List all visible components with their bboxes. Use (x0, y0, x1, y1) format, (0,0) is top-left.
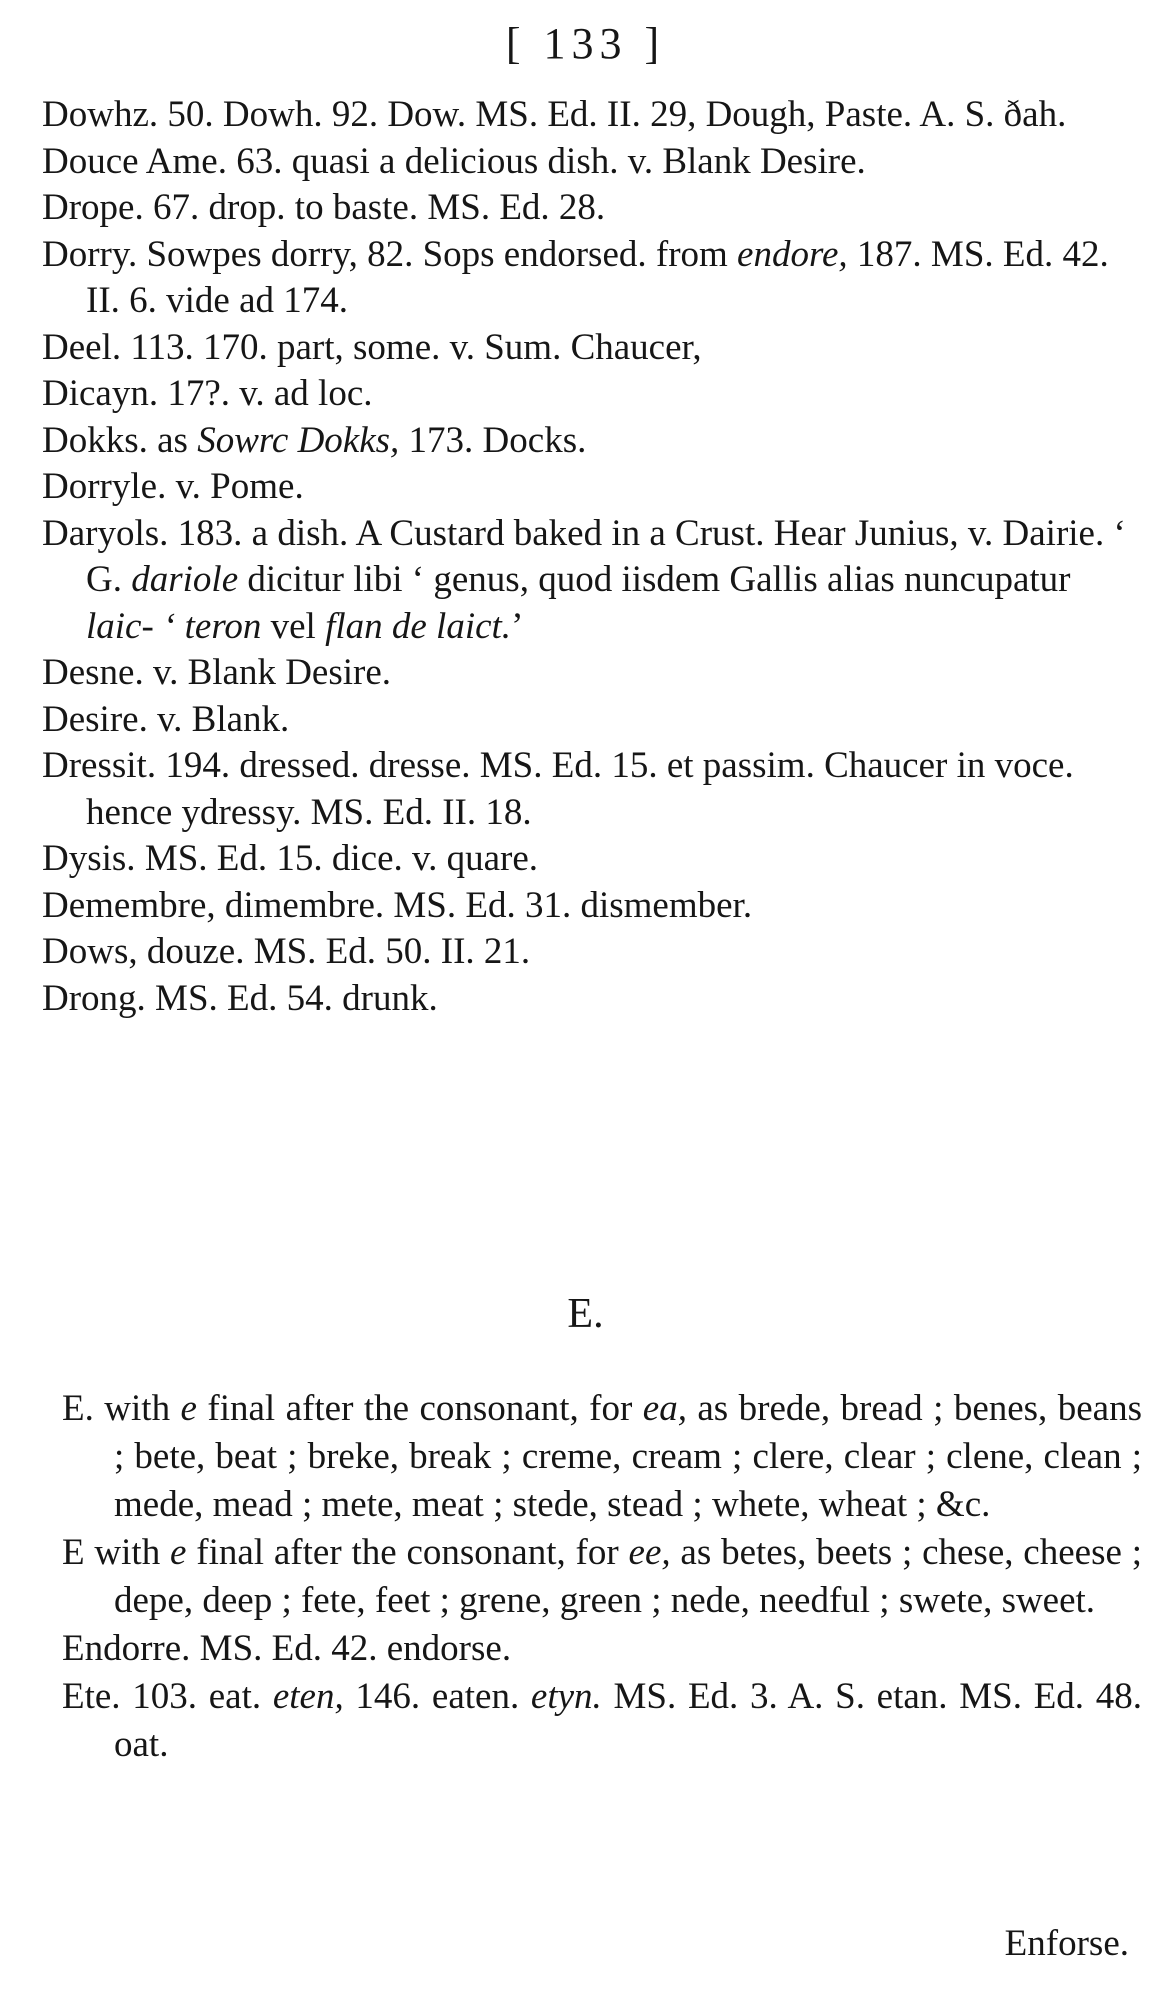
headword: Dicayn. (42, 373, 159, 414)
glossary-entry (42, 976, 1132, 1023)
headword: Dokks. (42, 419, 148, 461)
definition: douze. MS. Ed. 50. II. 21. (146, 931, 531, 972)
definition: final after the consonant, for (196, 1388, 643, 1429)
glossary-entry (62, 1385, 1142, 1529)
definition: as brede, bread ; benes, beans ; bete, beat ; breke, break ; creme, cream ; clere, clear ; clene, clean ; mede, mead ; mete, meat ; stede, stead ; whete, wheat ; &c. (114, 1388, 1142, 1525)
definition-italic: e (170, 1532, 187, 1573)
headword: Desire. (42, 698, 148, 740)
headword: Dows, (42, 931, 138, 972)
headword: E (62, 1532, 85, 1573)
definition: v. Blank. (157, 698, 290, 740)
glossary-entry (42, 139, 1132, 186)
glossary-entry (42, 232, 1132, 325)
glossary-entry (42, 418, 1132, 465)
definition-italic: Sowrc Dokks, (197, 419, 400, 461)
headword: Drope. (42, 187, 144, 228)
glossary-entry (62, 1529, 1142, 1625)
glossary-e-entries (62, 1385, 1142, 1769)
headword: E. (62, 1388, 94, 1429)
definition: v. Blank Desire. (152, 652, 392, 693)
headword: Drong. (42, 977, 146, 1019)
definition: 67. drop. to baste. MS. Ed. 28. (152, 187, 606, 228)
section-heading: E. (567, 1291, 604, 1337)
glossary-entry (42, 836, 1132, 883)
definition: MS. Ed. 15. dice. v. quare. (144, 838, 539, 879)
glossary-d-entries (42, 92, 1132, 1022)
glossary-entry (42, 92, 1132, 139)
definition-italic: flan de laict. (325, 605, 512, 647)
definition: 187. MS. Ed. 42. II. 6. vide ad 174. (86, 233, 1109, 321)
definition: 103. eat. (132, 1676, 273, 1717)
definition: vel (261, 605, 326, 647)
catchword: Enforse. (1004, 1923, 1129, 1964)
definition: with (94, 1532, 171, 1573)
headword: Dorryle. (42, 466, 167, 507)
definition: with (104, 1388, 181, 1429)
definition-italic: eten, (272, 1676, 344, 1717)
definition: as (157, 419, 198, 461)
glossary-entry (42, 697, 1132, 744)
headword: Ete. (62, 1676, 121, 1717)
headword: Daryols. (42, 512, 169, 554)
definition: final after the consonant, for (186, 1532, 629, 1573)
headword: Dressit. (42, 745, 157, 786)
headword: Desne. (42, 652, 144, 693)
glossary-entry (42, 185, 1132, 232)
glossary-entry (62, 1625, 1142, 1673)
headword: Dowhz. (42, 94, 159, 135)
glossary-entry (62, 1673, 1142, 1769)
definition: 194. dressed. dresse. MS. Ed. 15. et passim. Chaucer in voce. hence ydressy. MS. Ed. II. 18. (86, 745, 1074, 833)
definition: MS. Ed. 3. A. S. etan. MS. Ed. 48. oat. (114, 1676, 1143, 1765)
definition-italic: ea, (642, 1388, 687, 1429)
glossary-entry (42, 464, 1132, 511)
headword: Deel. (42, 326, 122, 368)
definition: 17?. v. ad loc. (167, 373, 373, 414)
definition: Sowpes dorry, 82. Sops endorsed. from (146, 233, 738, 275)
definition: dimembre. MS. Ed. 31. dismember. (224, 884, 753, 926)
glossary-entry (42, 371, 1132, 418)
headword: Dorry. (42, 233, 138, 275)
definition: 183. a dish. A Custard baked in a Crust. Hear Junius, v. Dairie. ‘ G. (86, 512, 1126, 600)
definition: MS. Ed. 42. endorse. (199, 1628, 512, 1669)
glossary-entry (42, 743, 1132, 836)
page-number: [ 133 ] (505, 19, 666, 68)
glossary-entry (42, 325, 1132, 372)
definition: ’ (511, 605, 524, 647)
definition-italic: e (180, 1388, 197, 1429)
definition: 63. quasi a delicious dish. v. Blank Desire. (236, 140, 866, 182)
definition: v. Pome. (175, 466, 304, 507)
glossary-entry (42, 511, 1132, 651)
headword: Demembre, (42, 884, 216, 926)
definition: dicitur libi ‘ genus, quod iisdem Gallis alias nuncupatur (238, 559, 1071, 600)
definition: as betes, beets ; chese, cheese ; depe, deep ; fete, feet ; grene, green ; nede, needful ; swete, sweet. (114, 1532, 1142, 1621)
definition: 146. eaten. (343, 1676, 531, 1717)
definition: 173. Docks. (399, 419, 587, 461)
definition-italic: laic- ‘ teron (86, 605, 262, 647)
definition: 113. 170. part, some. v. Sum. Chaucer, (130, 326, 702, 368)
glossary-entry (42, 883, 1132, 930)
glossary-entry (42, 929, 1132, 976)
definition-italic: ee, (628, 1532, 671, 1573)
definition-italic: endore, (737, 233, 848, 275)
headword: Endorre. (62, 1628, 191, 1669)
headword: Douce Ame. (42, 140, 227, 182)
definition: MS. Ed. 54. drunk. (155, 977, 438, 1019)
headword: Dysis. (42, 838, 136, 879)
glossary-entry (42, 650, 1132, 697)
definition-italic: etyn. (530, 1676, 602, 1717)
definition-italic: dariole (131, 559, 239, 600)
definition: 50. Dowh. 92. Dow. MS. Ed. II. 29, Dough, Paste. A. S. ðah. (167, 94, 1067, 135)
